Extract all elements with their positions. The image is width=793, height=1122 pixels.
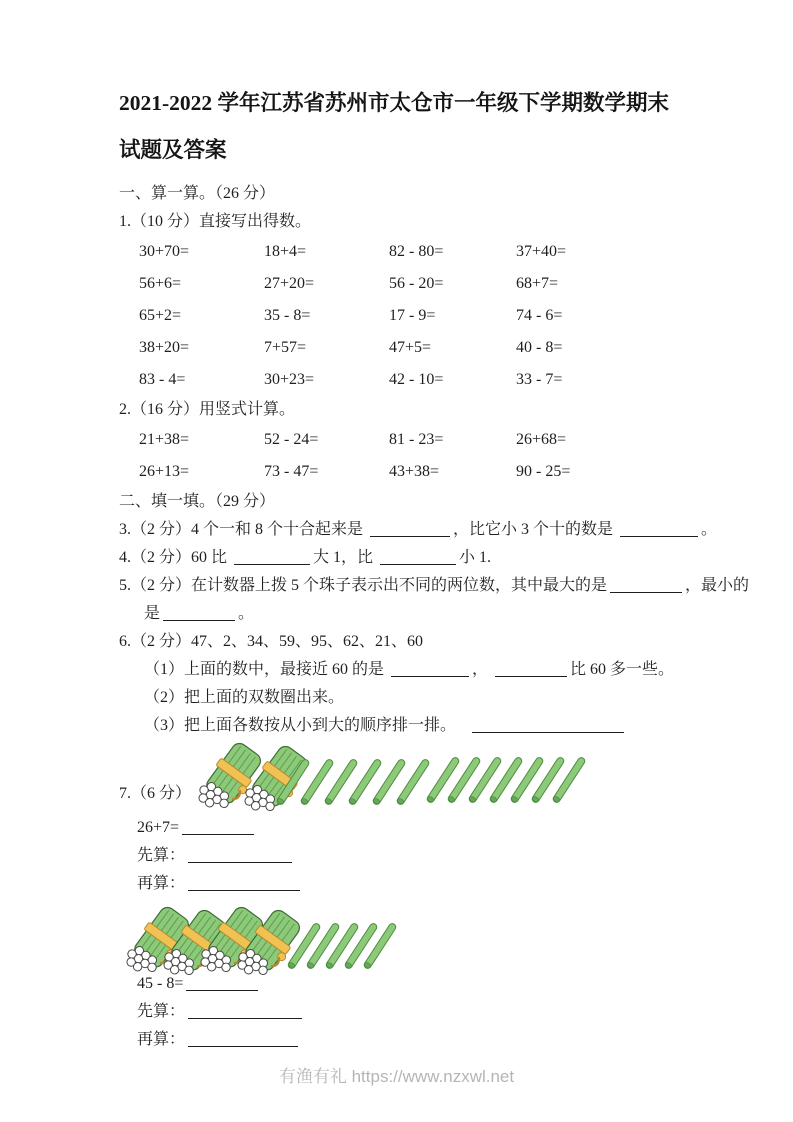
question7-second-step-1 [137, 870, 681, 898]
bundled-sticks-image-45-minus-8 [131, 898, 397, 970]
text-run: ， [472, 661, 493, 678]
text-run: 大 1，比 [313, 549, 378, 566]
question2-label: 2.（16 分）用竖式计算。 [119, 401, 296, 418]
question1-problems-grid [139, 236, 681, 396]
answer-blank [495, 661, 567, 677]
answer-blank [188, 847, 292, 863]
math-problem: 43+38= [389, 463, 440, 480]
text-run: 比 60 多一些。 [570, 661, 675, 678]
math-problem: 18+4= [264, 243, 307, 260]
page-content [119, 80, 750, 1054]
answer-blank [188, 1031, 298, 1047]
question7-first-step-2 [137, 998, 681, 1026]
answer-blank [188, 875, 300, 891]
answer-blank [370, 521, 450, 537]
text-run: 5.（2 分）在计数器上拨 5 个珠子表示出不同的两位数，其中最大的是 [119, 577, 608, 594]
math-problem: 42 - 10= [389, 371, 444, 388]
answer-blank [472, 717, 624, 733]
question7-label: 7.（6 分） [119, 785, 192, 802]
math-problem: 40 - 8= [516, 339, 563, 356]
math-problem: 47+5= [389, 339, 432, 356]
question5-line-2 [144, 600, 681, 628]
question6-sub2 [144, 684, 681, 712]
math-problem: 21+38= [139, 431, 190, 448]
math-problem: 7+57= [264, 339, 307, 356]
math-problem: 83 - 4= [139, 371, 186, 388]
text-run: （1）上面的数中，最接近 60 的是 [144, 661, 389, 678]
question1-label: 1.（10 分）直接写出得数。 [119, 213, 312, 230]
question6-label: 6.（2 分）47、2、34、59、95、62、21、60 [119, 633, 424, 650]
question7-header-row [119, 734, 681, 814]
math-problem: 30+23= [264, 371, 315, 388]
section2-heading: 二、填一填。（29 分） [119, 493, 276, 510]
math-problem: 33 - 7= [516, 371, 563, 388]
question4-line [119, 544, 681, 572]
text-run: 再算： [137, 875, 186, 892]
math-problem: 26+13= [139, 463, 190, 480]
text-run: 小 1. [459, 549, 492, 566]
text-run: 先算： [137, 847, 186, 864]
math-problem: 56+6= [139, 275, 182, 292]
text-run: （2）把上面的双数圈出来。 [144, 689, 345, 706]
math-problem: 26+68= [516, 431, 567, 448]
math-problem: 73 - 47= [264, 463, 319, 480]
text-run: 是 [144, 605, 161, 622]
math-problem: 37+40= [516, 243, 567, 260]
question6-sub1 [144, 656, 681, 684]
answer-blank [163, 605, 235, 621]
answer-blank [380, 549, 456, 565]
math-problem: 30+70= [139, 243, 190, 260]
answer-blank [182, 819, 254, 835]
text-run: 45 - 8= [137, 975, 184, 992]
text-run: （3）把上面各数按从小到大的顺序排一排。 [144, 717, 457, 734]
footer-watermark: 有渔有礼 https://www.nzxwl.net [278, 1067, 515, 1086]
math-problem: 68+7= [516, 275, 559, 292]
math-problem: 81 - 23= [389, 431, 444, 448]
section1-heading: 一、算一算。（26 分） [119, 185, 276, 202]
question2-problems-grid [139, 424, 681, 488]
math-problem: 17 - 9= [389, 307, 436, 324]
text-run: 26+7= [137, 819, 180, 836]
math-problem: 35 - 8= [264, 307, 311, 324]
text-run: 4.（2 分）60 比 [119, 549, 232, 566]
answer-blank [188, 1003, 302, 1019]
question7-first-step-1 [137, 842, 681, 870]
text-run: ，比它小 3 个十的数是 [453, 521, 618, 538]
math-problem: 74 - 6= [516, 307, 563, 324]
bundled-sticks-image-26-plus-7 [193, 734, 573, 814]
math-problem: 38+20= [139, 339, 190, 356]
answer-blank [391, 661, 469, 677]
question3-line [119, 516, 718, 544]
math-problem: 52 - 24= [264, 431, 319, 448]
math-problem: 56 - 20= [389, 275, 444, 292]
math-problem: 82 - 80= [389, 243, 444, 260]
text-run: 。 [238, 605, 255, 622]
text-run: 先算： [137, 1003, 186, 1020]
title-line-2: 试题及答案 [119, 138, 227, 162]
math-problem: 27+20= [264, 275, 315, 292]
answer-blank [620, 521, 698, 537]
question5-line-1 [119, 572, 750, 600]
text-run: 。 [701, 521, 718, 538]
math-problem: 65+2= [139, 307, 182, 324]
question7-expression-2 [137, 970, 681, 998]
answer-blank [186, 975, 258, 991]
question7-second-step-2 [137, 1026, 681, 1054]
question7-expression-1 [137, 814, 681, 842]
answer-blank [234, 549, 310, 565]
text-run: 3.（2 分）4 个一和 8 个十合起来是 [119, 521, 368, 538]
title-line-1: 2021-2022 学年江苏省苏州市太仓市一年级下学期数学期末 [119, 91, 670, 115]
math-problem: 90 - 25= [516, 463, 571, 480]
text-run: 再算： [137, 1031, 186, 1048]
text-run: ，最小的 [685, 577, 750, 594]
page-title [119, 80, 681, 174]
answer-blank [610, 577, 682, 593]
